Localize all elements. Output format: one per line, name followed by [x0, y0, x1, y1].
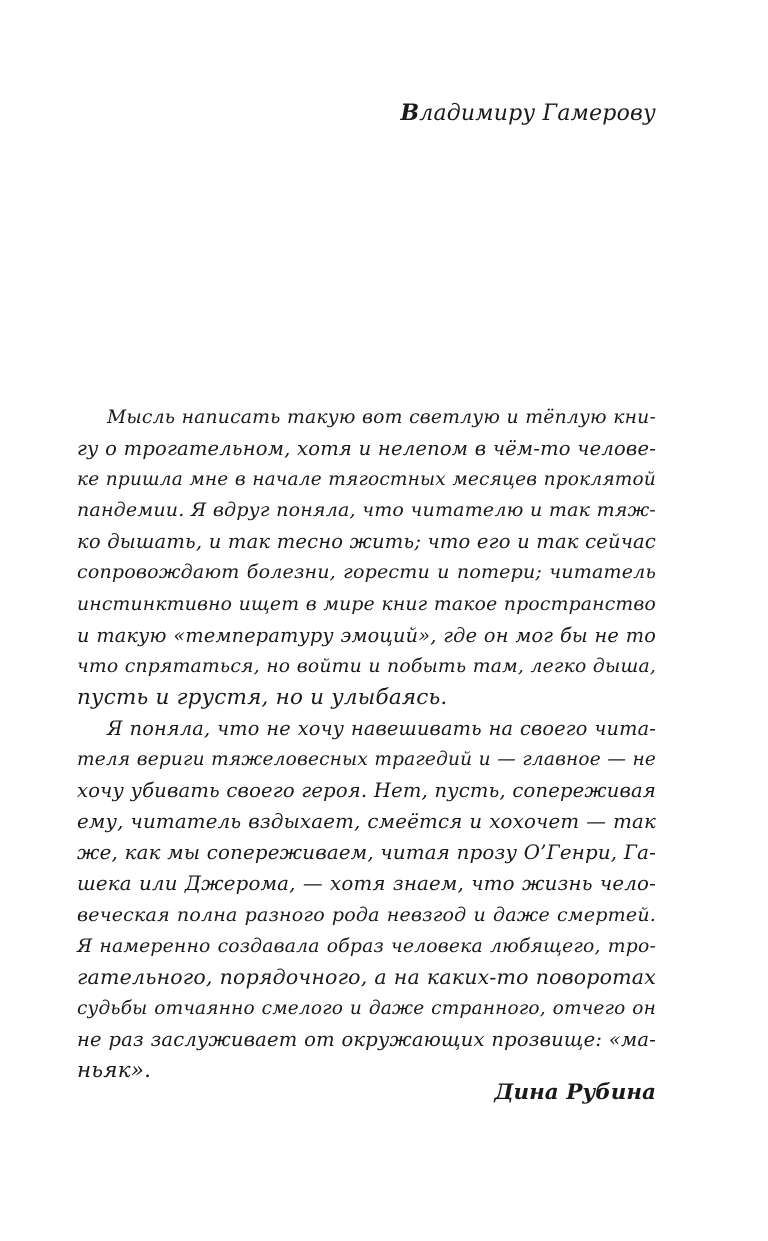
- text-line: шека или Джерома, — хотя знаем, что жизнь чело-: [77, 872, 656, 896]
- text-line: инстинктивно ищет в мире книг такое пространство: [77, 593, 656, 615]
- text-line: судьбы отчаянно смелого и даже странного, отчего он: [77, 997, 656, 1019]
- dedication-rest: ладимиру Гамерову: [419, 101, 656, 126]
- text-line: ке пришла мне в начале тягостных месяцев проклятой: [77, 469, 656, 491]
- text-line: сопровождают болезни, горести и потери; читатель: [77, 561, 656, 584]
- text-line: не раз заслуживает от окружающих прозвище: «ма-: [77, 1027, 656, 1051]
- text-line: что спрятаться, но войти и побыть там, легко дыша,: [77, 655, 656, 677]
- text-line: и такую «температуру эмоций», где он мог бы не то: [77, 623, 656, 647]
- text-line: веческая полна разного рода невзгод и даже смертей.: [77, 903, 656, 926]
- preface-paragraph-2: [77, 713, 656, 1086]
- text-line: гательного, порядочного, а на каких-то поворотах: [77, 964, 656, 989]
- text-line: хочу убивать своего героя. Нет, пусть, сопереживая: [77, 779, 656, 803]
- dedication-initial: В: [400, 100, 420, 126]
- text-line: гу о трогательном, хотя и нелепом в чём-то челове-: [77, 437, 656, 461]
- text-line: Я поняла, что не хочу навешивать на своего чита-: [107, 717, 656, 740]
- text-line: пандемии. Я вдруг поняла, что читателю и так тяж-: [77, 499, 656, 522]
- text-line: ему, читатель вздыхает, смеётся и хохочет — так: [77, 810, 656, 834]
- text-line: теля вериги тяжеловесных трагедий и — главное — не: [77, 749, 656, 771]
- author-signature: Дина Рубина: [494, 1080, 656, 1105]
- text-line: пусть и грустя, но и улыбаясь.: [77, 684, 448, 710]
- text-line: же, как мы сопереживаем, читая прозу О’Генри, Га-: [77, 841, 656, 865]
- text-line: Я намеренно создавала образ человека любящего, тро-: [77, 935, 656, 957]
- text-line: Мысль написать такую вот светлую и тёплую кни-: [107, 407, 656, 428]
- text-line: ньяк».: [77, 1058, 152, 1084]
- preface-paragraph-1: [77, 402, 656, 713]
- text-line: ко дышать, и так тесно жить; что его и так сейчас: [77, 530, 656, 554]
- dedication: [400, 100, 656, 126]
